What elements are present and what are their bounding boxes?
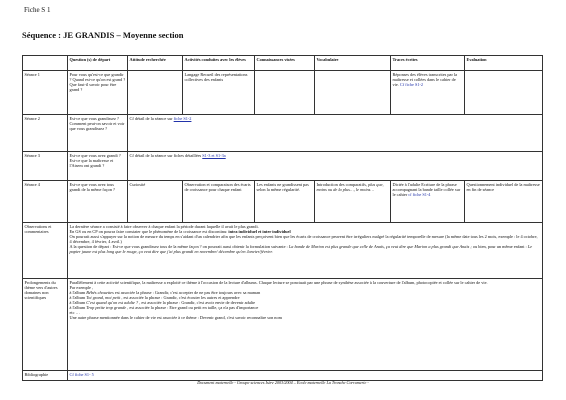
traces-text: Réponses des élèves transcrites par la maîtresse et collées dans le cahier de vie. — [392, 71, 458, 87]
cell-attitude — [128, 71, 183, 115]
cell-bibliographie — [68, 371, 543, 381]
row-label: Séance 1 — [23, 71, 68, 115]
cell-attitude: Curiosité — [128, 181, 183, 223]
cell-question: Est-ce que vous avez tous grandi de la même façon ? — [68, 181, 128, 223]
album-title: Toi grand, moi petit — [86, 294, 121, 300]
album-phrase: Devenir grand, c'est savoir reconnaître son nom — [199, 314, 282, 320]
row-label: Séance 2 — [23, 115, 68, 152]
table-row-bibliographie — [23, 371, 543, 381]
cell-evaluation — [465, 71, 543, 115]
header-cell-attitude: Attitude recherchée — [128, 56, 183, 71]
obs-line — [70, 244, 541, 254]
cell-question: Est-ce que vous avez grandi ? Est-ce que la maîtresse et l'Atsem ont grandi ? — [68, 152, 128, 181]
row-label: Observations et commentaires — [23, 223, 68, 279]
cell-connaissances — [255, 71, 315, 115]
album-title: Bébés chouettes — [86, 289, 114, 295]
table-header-row — [23, 56, 543, 71]
vocab-text: Introduction des comparatifs, — [316, 181, 367, 187]
album-phrase: Grandir, c'est écouter les autres et apprendre — [163, 294, 240, 300]
prol-text: à l'album — [69, 299, 86, 305]
obs-text: A la question de départ : Est-ce que vous grandissez tous de la même façon ? on pourrait aussi obtenir la formulation suivante : — [69, 243, 288, 249]
obs-line: On pourrait aussi s'appuyer sur la notion de mesure du temps en s'aidant d'un calendrier afin que les enfants perçoivent bien que les écarts de croissance peuvent être irréguliers malgré la régularité temporelle de mesure (la même date tous les 2 mois, exemple : le 4 octobre, 4 décembre, 4 février, 4 avril.) — [69, 233, 538, 244]
prol-text: , est associée la phrase : — [127, 304, 169, 310]
detail-text: Cf détail de la séance sur — [129, 115, 173, 121]
header-cell-question: Question (s) de départ — [68, 56, 128, 71]
cell-traces — [391, 181, 465, 223]
header-cell-empty — [23, 56, 68, 71]
vocab-italic: plus que, moins ou de la plus…, le moins… — [316, 181, 384, 192]
page-footer: Document maternelle - Groupe sciences Isère 2003/2004 – Ecole maternelle La Tronche Corrumerie - — [197, 380, 369, 385]
traces-link[interactable]: Cf fiche S1-2 — [399, 81, 424, 87]
table-row-seance-4 — [23, 181, 543, 223]
traces-text: Dictée à l'adulte Ecriture de la phrase accompagnant la bande taille collée sur le cahier — [392, 181, 461, 197]
detail-text: Cf détail de la séance sur fiches détaillées — [129, 152, 202, 158]
row-label: Bibliographie — [23, 371, 68, 381]
obs-line: La dernière séance a consisté à faire observer à chaque enfant la période durant laquelle il avait le plus grandi. — [69, 223, 259, 229]
cell-activites: Langage Recueil des représentations collectives des enfants — [183, 71, 255, 115]
cell-vocabulaire — [315, 71, 391, 115]
detail-link[interactable]: S1-3 et S1-3a — [202, 152, 226, 158]
row-label: Séance 3 — [23, 152, 68, 181]
table-row-prolongements — [23, 279, 543, 371]
cell-vocabulaire — [315, 181, 391, 223]
table-row-seance-1 — [23, 71, 543, 115]
obs-text: ou bien, pour un même enfant : — [472, 243, 527, 249]
prol-line: Parallèlement à cette activité scientifique, la maîtresse a exploité ce thème à l'occasion de la lecture d'albums. Chaque lecture se ponctuait par une phrase de synthèse associée à la couverture de l'album, photocopiée et collée sur le cahier de vie. — [69, 279, 488, 285]
prol-line: etc … — [69, 309, 80, 315]
header-cell-activites: Activités conduites avec les élèves — [183, 56, 255, 71]
header-cell-vocabulaire: Vocabulaire — [315, 56, 391, 71]
header-cell-connaissances: Connaissances visées — [255, 56, 315, 71]
prol-text: Une autre phrase mentionnée dans le cahier de vie est associée à ce thème : — [69, 314, 199, 320]
traces-link[interactable]: cf fiche S1-4 — [408, 191, 431, 197]
album-title: C'est quand qu'on est adulte ? — [86, 299, 139, 305]
detail-link[interactable]: fiche S1-2 — [173, 115, 192, 121]
row-label: Séance 4 — [23, 181, 68, 223]
header-cell-traces: Traces écrites — [391, 56, 465, 71]
prol-text: à l'album — [69, 294, 86, 300]
table-row-observations — [23, 223, 543, 279]
prol-text: à l'album — [69, 289, 86, 295]
obs-italic: Le papier jaune est plus long que le rouge, ça veut dire que j'ai plus grandi en novembre/ décembre qu'en Janvier/février. — [69, 243, 533, 254]
cell-question: Est-ce que vous grandissez ? Comment peut-on savoir et voir que vous grandissez ? — [68, 115, 128, 152]
obs-bold: intra individuel et inter individuel — [228, 228, 291, 234]
prol-text: , est associée la phrase : — [121, 294, 163, 300]
album-phrase: Grandir, c'est avoir envie de devenir adulte — [181, 299, 256, 305]
cell-question: Pour vous qu'est-ce que grandir ? Quand est-ce qu'on est grand ? Que faut-il savoir pour être grand ? — [68, 71, 128, 115]
prol-text: est associée la phrase : — [114, 289, 154, 295]
cell-evaluation: Questionnement individuel de la maîtresse en fin de séance — [465, 181, 543, 223]
prol-text: à l'album — [69, 304, 86, 310]
table-row-seance-3 — [23, 152, 543, 181]
obs-text: En GS ou en CP on pourra faire constater que le phénomène de la croissance est discontinu: — [69, 228, 228, 234]
cell-detail — [128, 115, 543, 152]
prol-line: Par exemple , — [69, 284, 94, 290]
table-row-seance-2 — [23, 115, 543, 152]
album-title: Trop petite trop grande — [86, 304, 127, 310]
row-label: Prolongements du thème vers d'autres domaines non scientifiques — [23, 279, 68, 371]
cell-detail — [128, 152, 543, 181]
prol-text: , est associée la phrase : — [139, 299, 181, 305]
cell-prolongements — [68, 279, 543, 371]
biblio-link[interactable]: Cf fiche S1- 5 — [69, 371, 94, 377]
album-phrase: Grandir, c'est accepter de ne pas être toujours avec sa maman — [154, 289, 261, 295]
page-title: Séquence : JE GRANDIS – Moyenne section — [22, 30, 184, 40]
page-header: Fiche S 1 — [24, 6, 51, 14]
header-cell-evaluation: Evaluation — [465, 56, 543, 71]
cell-connaissances: Les enfants ne grandissent pas selon la même régularité. — [255, 181, 315, 223]
sequence-table — [22, 55, 543, 381]
cell-observations — [68, 223, 543, 279]
obs-italic: La bande de Marion est plus grande que celle de Anaïs, ça veut dire que Marion a plus grandi que Anaïs ; — [288, 243, 472, 249]
cell-traces — [391, 71, 465, 115]
cell-activites: Observation et comparaison des écarts de croissance pour chaque enfant — [183, 181, 255, 223]
prol-line — [70, 315, 541, 320]
album-phrase: Etre grand ou petit en taille, ça n'a pas d'importance — [169, 304, 259, 310]
